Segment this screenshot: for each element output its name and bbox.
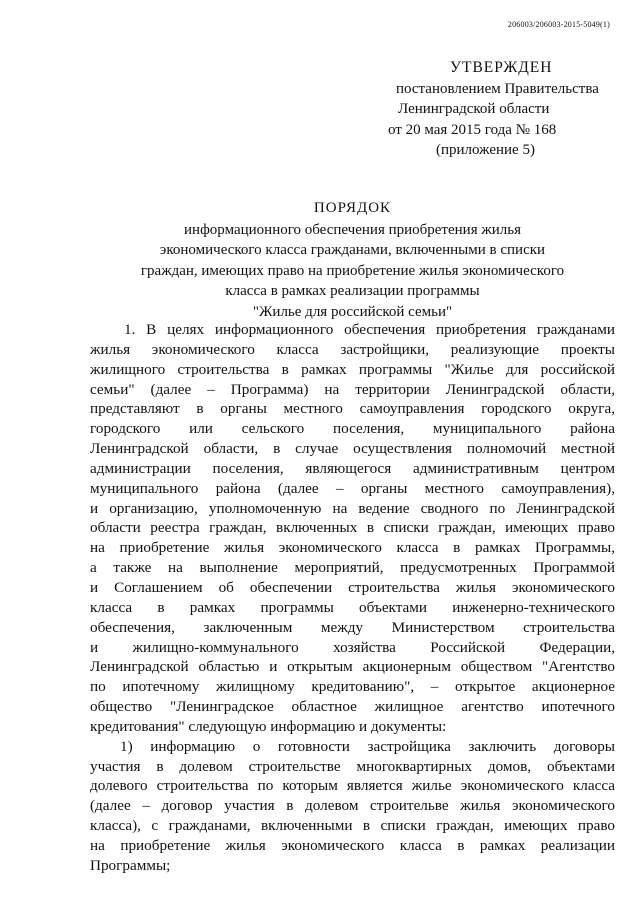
paragraph-1-line: на приобретение жилья экономического класса в рамках Программы,: [90, 539, 615, 557]
item-1-line: Программы;: [90, 856, 171, 874]
paragraph-1-line: жилищного строительства в рамках программы "Жилье для российской: [90, 360, 615, 378]
paragraph-1-line: кредитования" следующую информацию и документы:: [90, 717, 447, 735]
document-body: [90, 320, 615, 876]
approval-line: (приложение 5): [436, 142, 535, 158]
item-1-line: участия в долевом строительстве многоквартирных домов, объектами: [90, 757, 615, 775]
title-line: граждан, имеющих право на приобретение жилья экономического: [140, 262, 565, 279]
item-1-line: 1) информацию о готовности застройщика заключить договоры: [120, 737, 615, 755]
paragraph-1-line: и жилищно-коммунального хозяйства Российской Федерации,: [90, 638, 615, 656]
paragraph-1-line: и Соглашением об обеспечении строительства жилья экономического: [90, 578, 615, 596]
approval-line: постановлением Правительства: [396, 80, 599, 97]
title-line: экономического класса гражданами, включенными в списки: [159, 242, 546, 258]
title-line: класса в рамках реализации программы: [225, 283, 480, 299]
document-id: 206003/206003-2015-5049(1): [507, 20, 610, 29]
paragraph-1-line: администрации поселения, являющегося административным центром: [90, 459, 615, 477]
item-1-line: (далее – договор участия в долевом строительве жилья экономического: [90, 797, 615, 815]
approval-block: [388, 58, 628, 161]
paragraph-1-line: муниципального района (далее – органы местного самоуправления),: [90, 479, 615, 497]
title-line: информационного обеспечения приобретения жилья: [184, 221, 521, 238]
approval-line: от 20 мая 2015 года № 168: [388, 121, 557, 138]
paragraph-1-line: 1. В целях информационного обеспечения приобретения гражданами: [124, 321, 615, 338]
title-heading: ПОРЯДОК: [313, 200, 392, 216]
paragraph-1-line: по ипотечному жилищному кредитованию", – открытое акционерное: [90, 678, 615, 696]
paragraph-1-line: класса в рамках программы объектами инженерно-технического: [90, 598, 615, 616]
paragraph-1-line: жилья экономического класса застройщики, реализующие проекты: [90, 340, 615, 358]
paragraph-1-line: обеспечения, заключенным между Министерством строительства: [90, 618, 615, 636]
document-title: [90, 198, 615, 322]
paragraph-1-line: области реестра граждан, включенных в списки граждан, имеющих право: [90, 519, 615, 537]
item-1-line: класса), с гражданами, включенными в списки граждан, имеющих право: [90, 817, 615, 835]
approval-line: Ленинградской области: [398, 101, 550, 117]
item-1-line: на приобретение жилья экономического класса в рамках реализации: [90, 836, 615, 854]
paragraph-1-line: Ленинградской областью и открытым акционерным обществом "Агентство: [90, 658, 615, 676]
paragraph-1-line: и организацию, уполномоченную на ведение сводного по Ленинградской: [90, 499, 615, 517]
item-1-line: долевого строительства по которым является жилье экономического класса: [90, 777, 615, 795]
paragraph-1-line: представляют в органы местного самоуправления городского округа,: [90, 400, 615, 418]
paragraph-1-line: а также на выполнение мероприятий, предусмотренных Программой: [90, 559, 615, 577]
approval-stamp: УТВЕРЖДЕН: [450, 59, 553, 76]
paragraph-1-line: общество "Ленинградское областное жилищное агентство ипотечного: [90, 698, 615, 716]
paragraph-1-line: семьи" (далее – Программа) на территории Ленинградской области,: [90, 380, 615, 398]
paragraph-1-line: городского или сельского поселения, муниципального района: [90, 420, 615, 438]
title-line: "Жилье для российской семьи": [252, 303, 453, 320]
paragraph-1-line: Ленинградской области, в случае осуществления полномочий местной: [90, 440, 615, 458]
